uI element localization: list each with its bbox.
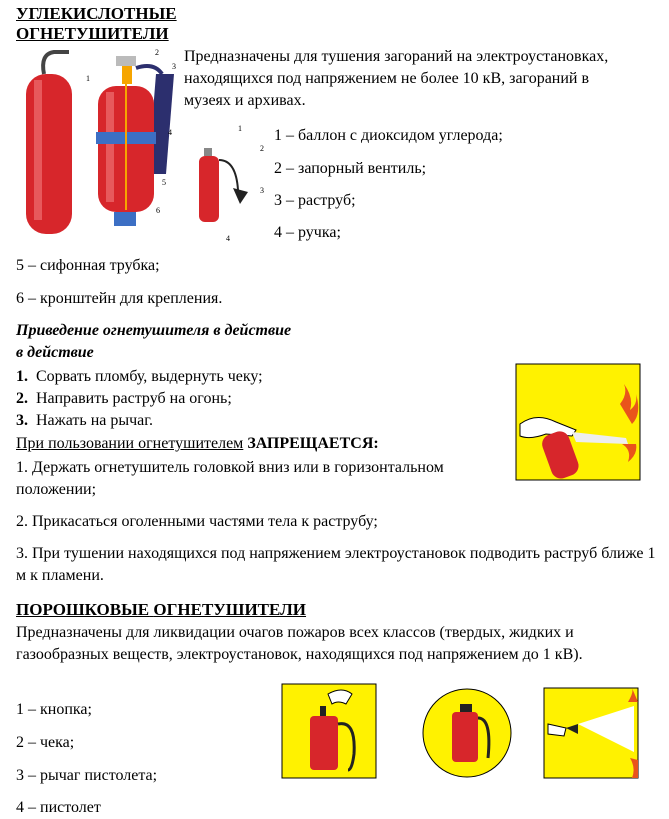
small-diagram-label-3: 3 bbox=[260, 186, 264, 195]
activation-title-line2: в действие bbox=[16, 344, 94, 361]
step-1-number: 1. bbox=[16, 368, 28, 385]
diagram-label-3: 3 bbox=[172, 62, 176, 71]
step-3 bbox=[16, 410, 153, 432]
co2-usage-picture bbox=[516, 364, 640, 480]
powder-title-word2: ОГНЕТУШИТЕЛИ bbox=[153, 600, 307, 619]
powder-picture-press-button bbox=[282, 684, 376, 778]
diagram-label-6: 6 bbox=[156, 206, 160, 215]
powder-title-word1: ПОРОШКОВЫЕ bbox=[16, 600, 150, 619]
forbidden-item-3: 3. При тушении находящихся под напряжением электроустановок подводить раструб ближе 1 м к пламени. bbox=[16, 545, 656, 584]
diagram-label-4: 4 bbox=[168, 128, 172, 137]
small-diagram-label-4: 4 bbox=[226, 234, 230, 243]
diagram-label-1: 1 bbox=[86, 74, 90, 83]
step-2 bbox=[16, 388, 232, 410]
step-3-text: Нажать на рычаг. bbox=[36, 412, 154, 429]
co2-part-3: 3 – раструб; bbox=[274, 192, 356, 209]
co2-purpose: Предназначены для тушения загораний на электроустановках, находящихся под напряжением не более 10 кВ, загораний в музеях и архивах. bbox=[184, 48, 609, 109]
small-diagram-label-1: 1 bbox=[238, 124, 242, 133]
forbidden-item-2: 2. Прикасаться оголенными частями тела к раструбу; bbox=[16, 513, 378, 530]
powder-picture-spray bbox=[544, 688, 638, 778]
powder-title bbox=[16, 600, 306, 620]
powder-part-1: 1 – кнопка; bbox=[16, 701, 92, 718]
step-2-text: Направить раструб на огонь; bbox=[36, 390, 232, 407]
powder-picture-pull-pin bbox=[422, 688, 512, 778]
small-diagram-label-2: 2 bbox=[260, 144, 264, 153]
powder-part-3: 3 – рычаг пистолета; bbox=[16, 767, 158, 784]
step-2-number: 2. bbox=[16, 390, 28, 407]
co2-part-4: 4 – ручка; bbox=[274, 224, 341, 241]
diagram-label-5: 5 bbox=[162, 178, 166, 187]
step-1-text: Сорвать пломбу, выдернуть чеку; bbox=[36, 368, 263, 385]
co2-part-2: 2 – запорный вентиль; bbox=[274, 160, 427, 177]
forbidden-word: ЗАПРЕЩАЕТСЯ: bbox=[247, 435, 379, 452]
co2-title-line1: УГЛЕКИСЛОТНЫЕ bbox=[16, 4, 177, 23]
co2-part-5: 5 – сифонная трубка; bbox=[16, 257, 160, 274]
diagram-label-2: 2 bbox=[155, 48, 159, 57]
step-1 bbox=[16, 366, 263, 388]
step-3-number: 3. bbox=[16, 412, 28, 429]
co2-part-6: 6 – кронштейн для крепления. bbox=[16, 290, 223, 307]
small-co2-extinguisher-diagram bbox=[188, 130, 268, 240]
powder-purpose: Предназначены для ликвидации очагов пожаров всех классов (твердых, жидких и газообразных веществ, электроустановок, находящихся под напряжением до 1 кВ). bbox=[16, 624, 583, 663]
co2-title-line2: ОГНЕТУШИТЕЛИ bbox=[16, 24, 169, 43]
powder-part-4: 4 – пистолет bbox=[16, 799, 101, 816]
forbidden-prefix: При пользовании огнетушителем bbox=[16, 435, 244, 452]
forbidden-item-1: 1. Держать огнетушитель головкой вниз или в горизонтальном положении; bbox=[16, 459, 444, 498]
co2-part-1: 1 – баллон с диоксидом углерода; bbox=[274, 127, 503, 144]
forbidden-heading bbox=[16, 433, 379, 455]
activation-title-line1: Приведение огнетушителя в действие bbox=[16, 322, 292, 339]
powder-part-2: 2 – чека; bbox=[16, 734, 75, 751]
